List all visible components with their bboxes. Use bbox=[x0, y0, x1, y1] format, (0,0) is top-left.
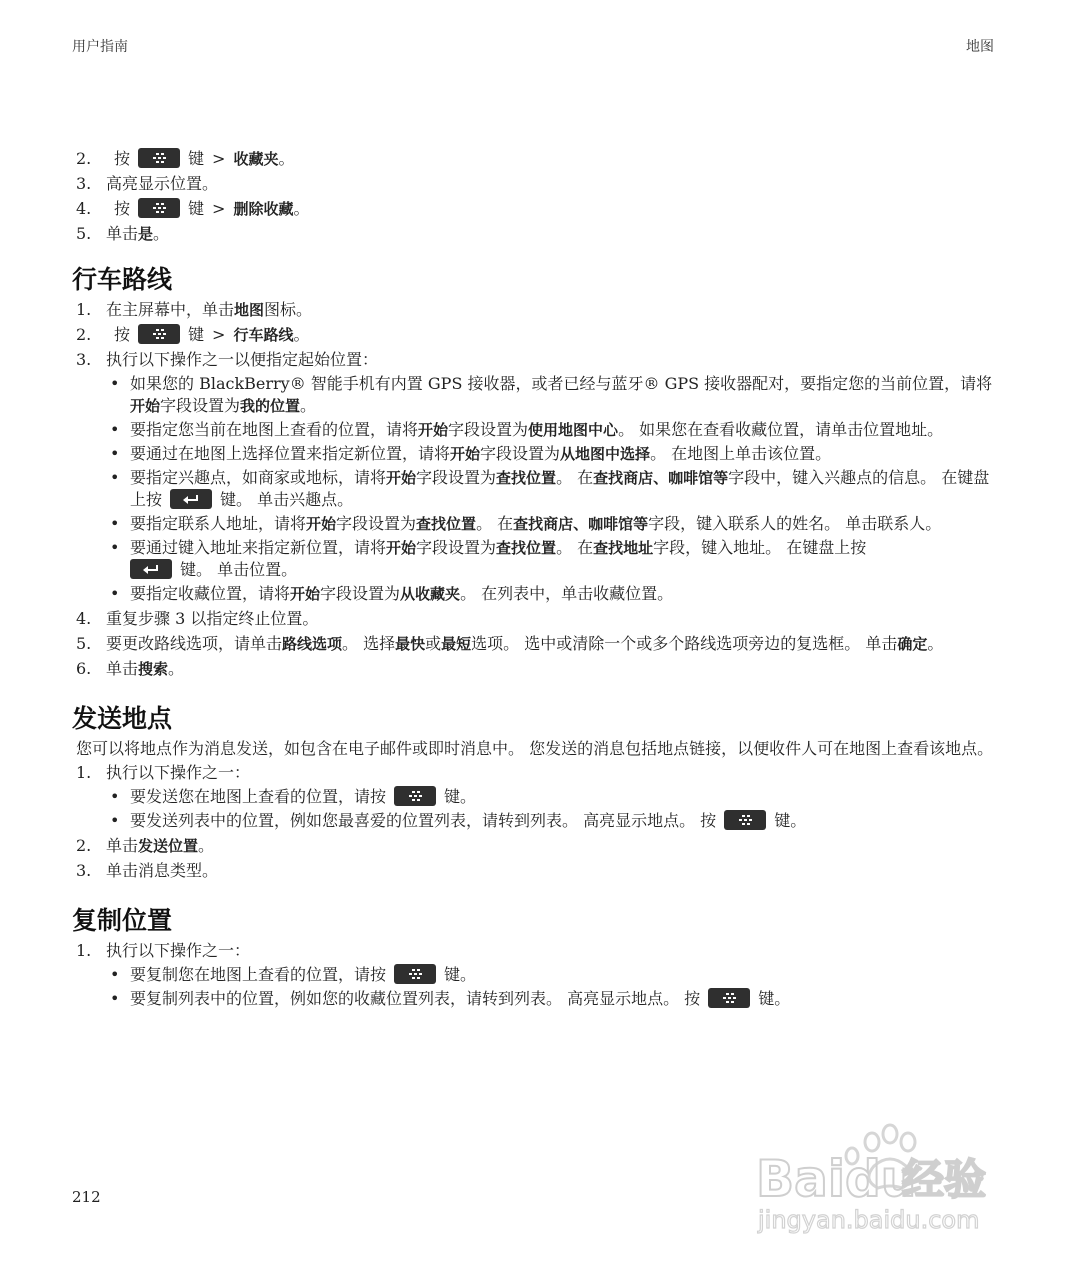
send-steps bbox=[72, 762, 996, 882]
section-title-send: 发送地点 bbox=[72, 704, 173, 733]
blackberry-menu-key-icon bbox=[708, 988, 750, 1008]
bullet-item: • 要指定联系人地址，请将开始字段设置为查找位置。 在查找商店、咖啡馆等字段，键入联系人的姓名。 单击联系人。 bbox=[106, 513, 996, 535]
blackberry-menu-key-icon bbox=[394, 786, 436, 806]
bullet-item: • 要通过在地图上选择位置来指定新位置，请将开始字段设置为从地图中选择。 在地图上单击该位置。 bbox=[106, 443, 996, 465]
page-number: 212 bbox=[72, 1188, 101, 1206]
bullet-item: • 要通过键入地址来指定新位置，请将开始字段设置为查找位置。 在查找地址字段，键入地址。 在键盘上按 键。 单击位置。 bbox=[106, 537, 996, 581]
list-item: 2. 按 键 > 行车路线。 bbox=[76, 325, 310, 344]
bullet-list bbox=[106, 964, 996, 1010]
baidu-jingyan-watermark bbox=[756, 1120, 1006, 1235]
list-item: 5. 单击是。 bbox=[76, 224, 170, 243]
list-item: 3. 单击消息类型。 bbox=[76, 861, 219, 880]
blackberry-menu-key-icon bbox=[138, 198, 180, 218]
blackberry-menu-key-icon bbox=[394, 964, 436, 984]
svg-text:经验: 经验 bbox=[902, 1155, 987, 1204]
bullet-item: • 要指定兴趣点，如商家或地标，请将开始字段设置为查找位置。 在查找商店、咖啡馆等字段中，键入兴趣点的信息。 在键盘上按 键。 单击兴趣点。 bbox=[106, 467, 996, 511]
list-item: 2. 单击发送位置。 bbox=[76, 836, 215, 855]
list-item: 1. 在主屏幕中，单击地图图标。 bbox=[76, 300, 313, 319]
list-item: 1. 执行以下操作之一： • 要复制您在地图上查看的位置，请按 键。 • 要复制列表中的位置，例如您的收藏位置列表，请转到列表。 高亮显示地点。 按 键。 bbox=[72, 940, 996, 1010]
section-title-route: 行车路线 bbox=[72, 265, 173, 294]
bullet-item: • 要发送列表中的位置，例如您最喜爱的位置列表，请转到列表。 高亮显示地点。 按 键。 bbox=[106, 810, 996, 832]
blackberry-menu-key-icon bbox=[724, 810, 766, 830]
bullet-item: • 要发送您在地图上查看的位置，请按 键。 bbox=[106, 786, 996, 808]
bullet-item: • 要指定您当前在地图上查看的位置，请将开始字段设置为使用地图中心。 如果您在查看收藏位置，请单击位置地址。 bbox=[106, 419, 996, 441]
copy-steps bbox=[72, 940, 996, 1010]
header-right: 地图 bbox=[966, 39, 994, 55]
enter-key-icon bbox=[170, 489, 212, 509]
blackberry-menu-key-icon bbox=[138, 148, 180, 168]
blackberry-menu-key-icon bbox=[138, 324, 180, 344]
list-item: 6. 单击搜索。 bbox=[76, 659, 185, 678]
enter-key-icon bbox=[130, 559, 172, 579]
section-title-copy: 复制位置 bbox=[72, 906, 173, 935]
top-steps bbox=[72, 148, 996, 245]
list-item: 5. 要更改路线选项，请单击路线选项。 选择最快或最短选项。 选中或清除一个或多个路线选项旁边的复选框。 单击确定。 bbox=[76, 634, 944, 653]
svg-text:jingyan.baidu.com: jingyan.baidu.com bbox=[758, 1206, 980, 1234]
header-left: 用户指南 bbox=[72, 39, 128, 55]
bullet-item: • 如果您的 BlackBerry® 智能手机有内置 GPS 接收器，或者已经与蓝牙® GPS 接收器配对，要指定您的当前位置，请将开始字段设置为我的位置。 bbox=[106, 373, 996, 417]
list-item: 2. 按 键 > 收藏夹。 bbox=[76, 149, 295, 168]
list-item: 1. 执行以下操作之一： • 要发送您在地图上查看的位置，请按 键。 • 要发送列表中的位置，例如您最喜爱的位置列表，请转到列表。 高亮显示地点。 按 键。 bbox=[72, 762, 996, 832]
list-item: 3. 执行以下操作之一以便指定起始位置： • 如果您的 BlackBerry® 智能手机有内置 GPS 接收器，或者已经与蓝牙® GPS 接收器配对，要指定您的当前位置，请将开始字段设置为我的位置。 • 要指定您当前在地图上查看的位置，请将开始字段设置为使用地图中心。 如果您在查看收藏位置，请单击位置地址。 • 要通过在地图上选择位置来指定新位置，请将开始字段设置为从地图中选择。 在地图上单击该位置。 • 要指定兴趣点，如商家或地标，请将开始字段设置为查找位置。 在查找商店、咖啡馆等字段中，键入兴趣点的信息。 在键盘上按 键。 单击兴趣点。 • 要指定联系人地址，请将开始字段设置为查找位置。 在查找商店、咖啡馆等字段，键入联系人的姓名。 单击联系人。 • 要通过键入地址来指定新位置，请将开始字段设置为查找位置。 在查找地址字段，键入地址。 在键盘上按 键。 单击位置。 • 要指定收藏位置，请将开始字段设置为从收藏夹。 在列表中，单击收藏位置。 bbox=[72, 349, 996, 605]
list-item: 3. 高亮显示位置。 bbox=[76, 174, 219, 193]
document-body bbox=[72, 148, 996, 1013]
bullet-list bbox=[106, 373, 996, 605]
svg-text:Baidu: Baidu bbox=[756, 1150, 917, 1208]
list-item: 4. 重复步骤 3 以指定终止位置。 bbox=[76, 609, 319, 628]
bullet-item: • 要复制您在地图上查看的位置，请按 键。 bbox=[106, 964, 996, 986]
send-intro: 您可以将地点作为消息发送，如包含在电子邮件或即时消息中。 您发送的消息包括地点链接，以便收件人可在地图上查看该地点。 bbox=[76, 739, 994, 758]
bullet-item: • 要指定收藏位置，请将开始字段设置为从收藏夹。 在列表中，单击收藏位置。 bbox=[106, 583, 996, 605]
list-item: 4. 按 键 > 删除收藏。 bbox=[76, 199, 310, 218]
bullet-list bbox=[106, 786, 996, 832]
bullet-item: • 要复制列表中的位置，例如您的收藏位置列表，请转到列表。 高亮显示地点。 按 键。 bbox=[106, 988, 996, 1010]
route-steps bbox=[72, 299, 996, 680]
